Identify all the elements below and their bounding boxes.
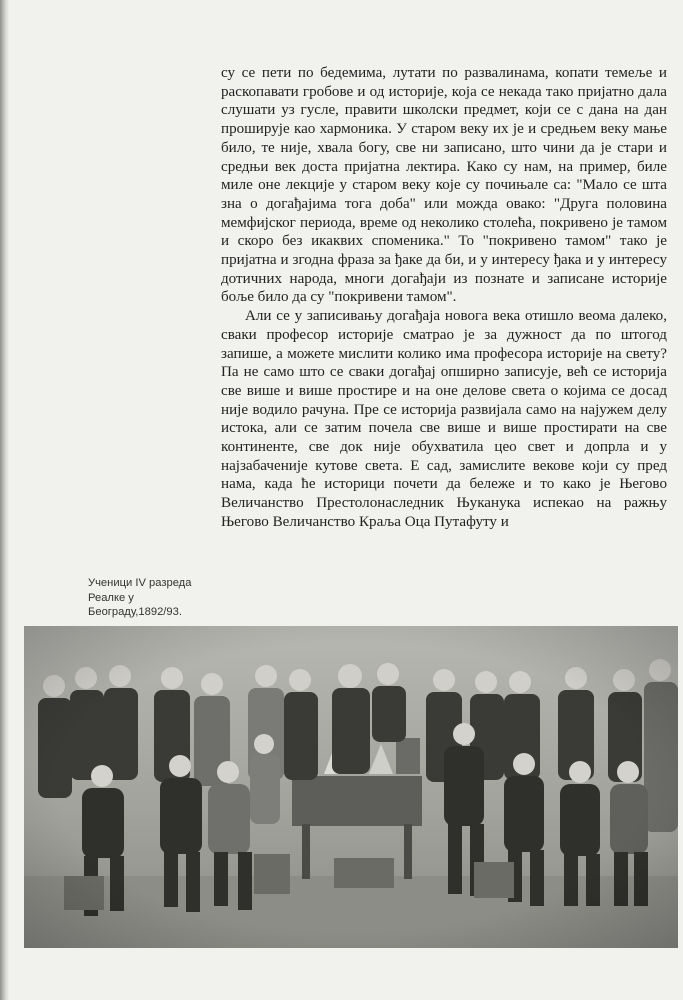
class-group-photograph — [24, 626, 678, 948]
paragraph-1: су се пети по бедемима, лутати по развалинама, копати темеље и раскопавати гробове и од историје, која се некада тако пријатно дала слушати уз гусле, правити школски предмет, који се с дана на дан проширује као хармоника. У старом веку их је и средњем веку мање било, те није, хвала богу, све ни записано, што чини да је стари и средњи век доста пријатна лектира. Како су нам, на пример, биле миле оне лекције у старом веку које су почињале са: "Мало се шта зна о догађајима тога доба" или можда овако: "Друга половина мемфијског периода, време од неколико столећа, покривено је тамом и скоро без икаквих споменика." То "покривено тамом" тако је пријатна и згодна фраза за ђаке да би, и у интересу ђака и у интересу дотичних народа, многи догађаји из познате и записане историје боље било да су "покривени тамом". — [221, 65, 667, 306]
photo-caption: Ученици IV разреда Реалке у Београду,1892/93. — [88, 577, 192, 619]
group-photo-illustration — [24, 626, 678, 948]
body-text — [221, 64, 667, 532]
book-spine-shadow — [0, 0, 9, 1000]
paragraph-2: Али се у записивању догађаја новога века отишло веома далеко, сваки професор историје сматрао је за дужност да по штогод запише, а можете мислити колико има професора историје на свету? Па не само што се сваки догађај опширно записује, већ се историја све више и више простире и на оне делове света о којима се досад није водило рачуна. Пре се историја развијала само на најужем делу истока, али се затим почела све више и више простирати на све континенте, све док није обухватила цео свет и допрла и у најзабаченије кутове света. Е сад, замислите векове који су пред нама, када ће историци почети да бележе и то како је Његово Величанство Престолонаследник Њуканука испекао на ражњу Његово Величанство Краља Оца Путафуту и — [221, 308, 667, 530]
